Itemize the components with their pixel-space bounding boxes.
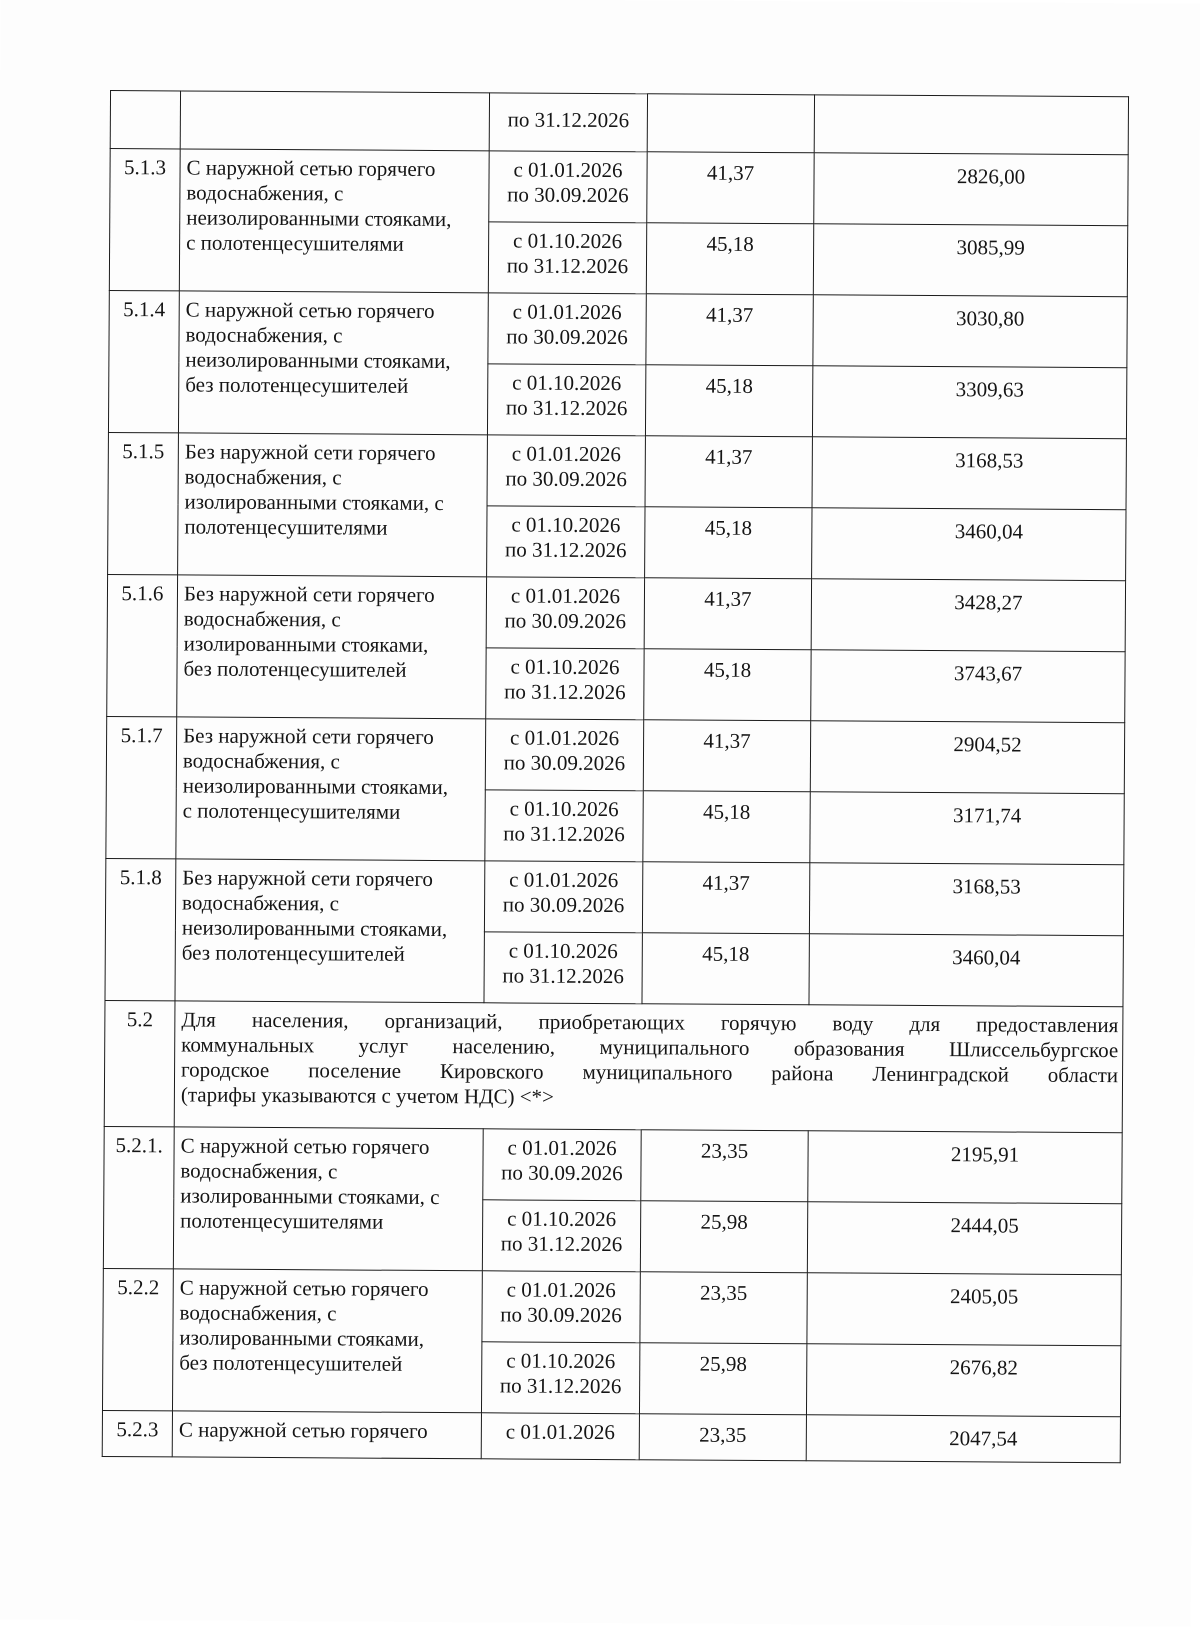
row-description: [177, 575, 487, 719]
period-from: с 01.10.2026: [506, 1348, 616, 1374]
description-line: Без наружной сети горячего: [184, 439, 436, 466]
description-line: без полотенцесушителей: [185, 372, 409, 398]
table-row: [106, 716, 1124, 793]
description-line: водоснабжения, с: [180, 1158, 338, 1184]
consumption-value: 45,18: [643, 791, 810, 863]
table-row: [104, 1126, 1122, 1203]
period-from: с 01.10.2026: [513, 228, 623, 254]
table-row: [110, 149, 1128, 226]
row-number: 5.1.8: [105, 858, 176, 1000]
period-cell: [482, 1271, 640, 1343]
consumption-value: 41,37: [643, 720, 810, 792]
row-description: [178, 433, 488, 577]
description-line: водоснабжения, с: [182, 748, 340, 774]
period-from: с 01.01.2026: [510, 583, 621, 609]
consumption-value: 45,18: [645, 507, 812, 579]
period-from: с 01.10.2026: [509, 796, 619, 822]
consumption-value: 45,18: [645, 365, 812, 437]
row-description: [172, 1411, 481, 1459]
description-line: С наружной сетью горячего: [180, 1133, 430, 1159]
period-to: по 30.09.2026: [504, 608, 627, 634]
period-cell: [489, 151, 647, 223]
period-cell: [483, 1129, 641, 1201]
section-line: городское поселение Кировского муниципального района Ленинградской области: [180, 1057, 1119, 1088]
period-cell: [484, 932, 642, 1004]
tariff-price: 2405,05: [807, 1273, 1121, 1346]
tariff-price: 3171,74: [810, 792, 1124, 865]
period-from: с 01.10.2026: [512, 370, 622, 396]
period-end: по 31.12.2026: [507, 107, 630, 133]
description-line: Без наружной сети горячего: [182, 865, 434, 891]
consumption-value: 45,18: [646, 223, 813, 295]
description-line: Без наружной сети горячего: [183, 723, 434, 749]
period-cell: [484, 861, 642, 933]
row-number: 5.1.3: [109, 149, 180, 291]
tariff-price: 2904,52: [810, 721, 1124, 794]
consumption-value: 45,18: [644, 649, 811, 721]
row-description: [176, 717, 486, 861]
section-line: (тарифы указываются с учетом НДС) <*>: [180, 1082, 555, 1109]
table-row: [105, 858, 1123, 935]
tariff-price: 2195,91: [808, 1131, 1122, 1204]
period-from: с 01.01.2026: [506, 1277, 616, 1303]
tariff-price: 3428,27: [811, 579, 1125, 652]
description-line: С наружной сетью горячего: [179, 1275, 429, 1301]
period-to: по 31.12.2026: [499, 1373, 622, 1399]
period-cell: [481, 1342, 639, 1414]
description-line: изолированными стояками, с: [184, 489, 444, 516]
row-number: 5.1.4: [108, 291, 179, 433]
description-line: без полотенцесушителей: [181, 940, 405, 966]
tariff-price: 3309,63: [812, 366, 1126, 439]
description-line: водоснабжения, с: [182, 890, 340, 916]
period-from: с 01.10.2026: [507, 1206, 617, 1232]
period-to: по 31.12.2026: [504, 679, 626, 705]
period-to: по 31.12.2026: [503, 821, 625, 847]
tariff-price: 3168,53: [812, 437, 1126, 510]
section-number: 5.2: [104, 1000, 175, 1126]
period-cell: [485, 790, 643, 862]
tariff-price: 2826,00: [814, 153, 1128, 226]
tariff-table-body: [102, 91, 1128, 1463]
section-row: [104, 1000, 1123, 1132]
description-line: без полотенцесушителей: [179, 1350, 403, 1376]
tariff-price: 3460,04: [812, 508, 1126, 581]
tariff-price: 3030,80: [813, 295, 1127, 368]
table-row: [103, 1268, 1121, 1345]
tariff-price: 3460,04: [809, 934, 1123, 1007]
tariff-price: 3743,67: [811, 650, 1125, 723]
row-description: [179, 149, 489, 293]
description-line: изолированными стояками,: [179, 1325, 425, 1351]
description-line: неизолированными стояками,: [186, 205, 452, 232]
row-description: [173, 1127, 483, 1271]
period-from: с 01.10.2026: [510, 654, 620, 680]
table-row: [110, 91, 1128, 155]
consumption-value: 41,37: [642, 862, 809, 934]
tariff-table: [102, 90, 1129, 1463]
row-description: [175, 859, 485, 1003]
consumption-value: 23,35: [641, 1130, 808, 1202]
period-from: с 01.01.2026: [509, 725, 620, 751]
table-row: [102, 1410, 1120, 1462]
description-line: с полотенцесушителями: [186, 230, 404, 256]
period-cell: [487, 506, 645, 578]
table-row: [109, 291, 1127, 368]
description-line: С наружной сетью горячего: [185, 297, 435, 323]
period-cell: [486, 648, 644, 720]
table-row: [107, 575, 1125, 652]
description-line: без полотенцесушителей: [183, 656, 407, 682]
period-cell: [481, 1413, 639, 1460]
row-number: 5.1.7: [106, 716, 177, 858]
consumption-value: 41,37: [645, 436, 812, 508]
period-cell: [485, 719, 643, 791]
period-to: по 30.09.2026: [503, 750, 626, 776]
description-line: изолированными стояками,: [183, 631, 429, 657]
period-to: по 30.09.2026: [506, 324, 628, 350]
row-description: [178, 291, 488, 435]
period-to: по 31.12.2026: [502, 963, 624, 989]
value-cell: [647, 94, 814, 153]
period-to: по 30.09.2026: [501, 1160, 623, 1186]
section-line: Для населения, организаций, приобретающих горячую воду для предоставления: [181, 1007, 1119, 1038]
row-number: 5.1.6: [107, 575, 178, 717]
description-line: водоснабжения, с: [184, 464, 342, 490]
consumption-value: 25,98: [639, 1343, 806, 1415]
consumption-value: 45,18: [642, 933, 809, 1005]
tariff-price: 2676,82: [806, 1344, 1120, 1417]
period-to: по 30.09.2026: [502, 892, 625, 918]
description-line: полотенцесушителями: [184, 514, 388, 540]
consumption-value: 23,35: [639, 1414, 806, 1461]
period-to: по 31.12.2026: [500, 1231, 623, 1257]
description-line: С наружной сетью горячего: [186, 155, 436, 181]
table-row: [108, 433, 1126, 510]
period-cell: [486, 577, 644, 649]
tariff-price: 2047,54: [806, 1415, 1120, 1463]
period-to: по 31.12.2026: [504, 537, 627, 563]
row-number: 5.2.1.: [103, 1126, 174, 1268]
description-line: неизолированными стояками,: [182, 773, 449, 800]
period-to: по 30.09.2026: [500, 1302, 622, 1328]
description-line: с полотенцесушителями: [182, 798, 401, 824]
consumption-value: 41,37: [646, 294, 813, 366]
period-cell: [487, 435, 645, 507]
description-line: водоснабжения, с: [185, 322, 343, 348]
description-line: водоснабжения, с: [183, 606, 341, 632]
tariff-price: 2444,05: [807, 1202, 1121, 1275]
description-line: С наружной сетью горячего: [178, 1417, 428, 1443]
description-line: неизолированными стояками,: [185, 347, 451, 374]
consumption-value: 23,35: [640, 1272, 807, 1344]
section-description: [174, 1001, 1123, 1133]
period-cell: [487, 364, 645, 436]
consumption-value: 41,37: [644, 578, 811, 650]
period-from: с 01.01.2026: [507, 1135, 617, 1161]
row-number: 5.2.3: [102, 1410, 172, 1456]
consumption-value: 25,98: [640, 1201, 807, 1273]
row-number: 5.1.5: [108, 433, 179, 575]
description-line: изолированными стояками, с: [180, 1183, 440, 1210]
price-cell: [814, 95, 1128, 155]
period-from: с 01.10.2026: [508, 938, 618, 964]
period-cell: [488, 222, 646, 294]
period-from: с 01.01.2026: [513, 157, 623, 183]
period-cell: [489, 93, 647, 152]
num-cell: [110, 91, 180, 149]
row-number: 5.2.2: [102, 1268, 173, 1410]
period-to: по 30.09.2026: [505, 466, 628, 492]
period-to: по 30.09.2026: [507, 182, 629, 208]
row-description: [172, 1269, 482, 1413]
description-line: полотенцесушителями: [180, 1208, 384, 1234]
description-line: водоснабжения, с: [186, 180, 344, 206]
description-line: неизолированными стояками,: [181, 915, 448, 942]
period-from: с 01.01.2026: [512, 299, 622, 325]
period-cell: [482, 1200, 640, 1272]
section-line: коммунальных услуг населению, муниципального образования Шлиссельбургское: [181, 1032, 1119, 1063]
period-from: с 01.10.2026: [511, 512, 621, 538]
description-line: водоснабжения, с: [179, 1300, 337, 1326]
period-from: с 01.01.2026: [505, 1419, 615, 1445]
consumption-value: 41,37: [647, 152, 814, 224]
description-line: Без наружной сети горячего: [183, 581, 435, 607]
period-to: по 31.12.2026: [505, 395, 628, 421]
period-cell: [488, 293, 646, 365]
tariff-price: 3168,53: [809, 863, 1123, 936]
desc-cell: [180, 91, 489, 151]
period-from: с 01.01.2026: [511, 441, 621, 467]
period-from: с 01.01.2026: [509, 867, 619, 893]
period-to: по 31.12.2026: [506, 253, 629, 279]
tariff-price: 3085,99: [813, 224, 1127, 297]
